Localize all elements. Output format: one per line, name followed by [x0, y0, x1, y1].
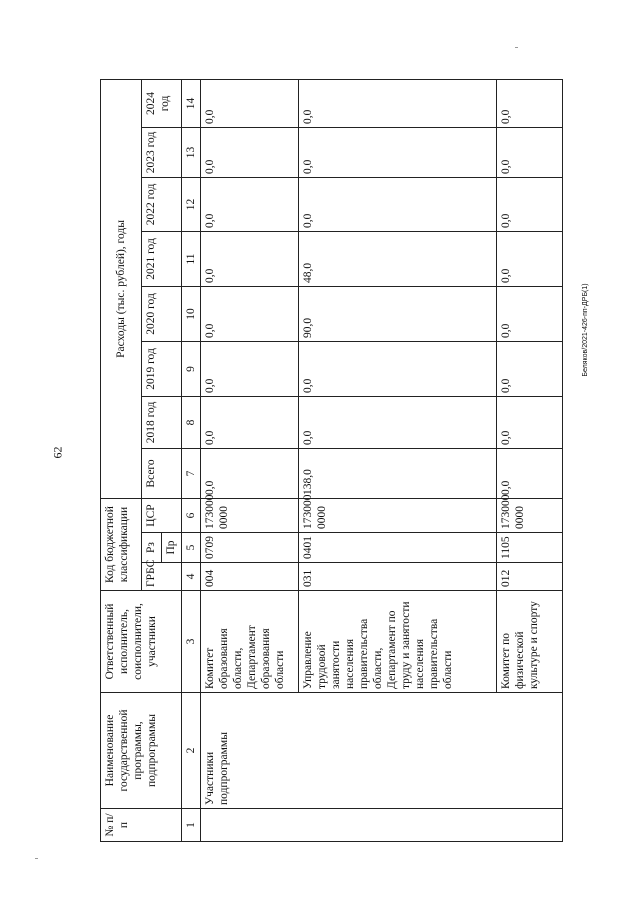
column-number: 10 [182, 286, 201, 341]
column-number: 12 [182, 177, 201, 231]
header-expenses: Расходы (тыс. рублей), годы [101, 79, 142, 498]
value-2019: 0,0 [201, 341, 299, 396]
executor-cell: Комитет образования области, Департамент образования области [201, 591, 299, 693]
executor-cell: Управление трудовой занятости населения правительства области, Департамент по труду и занятости населения правительства области [299, 591, 497, 693]
header-executor: Ответственный исполнитель, соисполнители, участники [101, 591, 182, 693]
value-2024: 0,0 [299, 79, 497, 127]
header-number: № п/п [101, 809, 182, 842]
document-code: Беляков/2021-426-пп-ДРБ(1) [582, 283, 589, 377]
value-2022: 0,0 [497, 177, 563, 231]
table-row [201, 79, 299, 841]
csr-cell: 173000 0000 [201, 498, 299, 532]
value-2023: 0,0 [497, 127, 563, 177]
column-number: 4 [182, 563, 201, 591]
column-number: 1 [182, 809, 201, 842]
column-number: 8 [182, 396, 201, 448]
value-2018: 0,0 [201, 396, 299, 448]
value-2021: 48,0 [299, 231, 497, 286]
header-2018: 2018 год [142, 396, 182, 448]
column-number: 3 [182, 591, 201, 693]
grbs-cell: 031 [299, 563, 497, 591]
header-2021: 2021 год [142, 231, 182, 286]
scan-mark [35, 858, 38, 859]
header-2023: 2023 год [142, 127, 182, 177]
value-2019: 0,0 [299, 341, 497, 396]
value-2023: 0,0 [201, 127, 299, 177]
value-2023: 0,0 [299, 127, 497, 177]
header-2022: 2022 год [142, 177, 182, 231]
value-2018: 0,0 [497, 396, 563, 448]
value-2022: 0,0 [299, 177, 497, 231]
column-number: 9 [182, 341, 201, 396]
header-budget-code: Код бюджетной классификации [101, 498, 142, 590]
value-2020: 0,0 [201, 286, 299, 341]
rzpr-cell: 0709 [201, 533, 299, 563]
column-number: 6 [182, 498, 201, 532]
executor-cell: Комитет по физической культуре и спорту [497, 591, 563, 693]
value-2018: 0,0 [299, 396, 497, 448]
header-2024: 2024 год [142, 79, 182, 127]
value-2021: 0,0 [497, 231, 563, 286]
column-number: 7 [182, 448, 201, 498]
total-cell: 0,0 [201, 448, 299, 498]
csr-cell: 173000 0000 [497, 498, 563, 532]
rotated-table-container [100, 80, 562, 842]
value-2020: 0,0 [497, 286, 563, 341]
column-number: 14 [182, 79, 201, 127]
page-number: 62 [50, 446, 65, 459]
rzpr-cell: 1105 [497, 533, 563, 563]
value-2024: 0,0 [201, 79, 299, 127]
value-2020: 90,0 [299, 286, 497, 341]
column-number-row [182, 79, 201, 841]
header-2019: 2019 год [142, 341, 182, 396]
grbs-cell: 004 [201, 563, 299, 591]
grbs-cell: 012 [497, 563, 563, 591]
header-program-name: Наименование государственной программы, подпрограммы [101, 693, 182, 809]
column-number: 13 [182, 127, 201, 177]
row-number-cell [201, 809, 563, 842]
column-number: 5 [182, 533, 201, 563]
value-2024: 0,0 [497, 79, 563, 127]
header-total: Всего [142, 448, 182, 498]
value-2019: 0,0 [497, 341, 563, 396]
csr-cell: 173000 0000 [299, 498, 497, 532]
header-2020: 2020 год [142, 286, 182, 341]
header-rz: Рз [142, 533, 162, 563]
header-pr: Пр [162, 533, 182, 563]
program-name-cell: Участники подпрограммы [201, 693, 563, 809]
value-2021: 0,0 [201, 231, 299, 286]
scan-mark [515, 47, 518, 48]
value-2022: 0,0 [201, 177, 299, 231]
total-cell: 0,0 [497, 448, 563, 498]
column-number: 2 [182, 693, 201, 809]
budget-table [100, 79, 563, 842]
rzpr-cell: 0401 [299, 533, 497, 563]
total-cell: 138,0 [299, 448, 497, 498]
header-csr: ЦСР [142, 498, 182, 532]
header-grbs: ГРБС [142, 563, 182, 591]
column-number: 11 [182, 231, 201, 286]
